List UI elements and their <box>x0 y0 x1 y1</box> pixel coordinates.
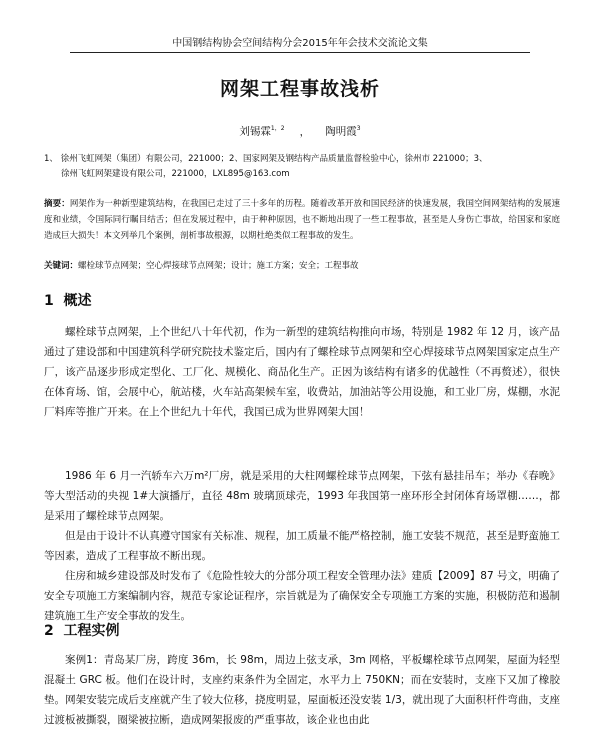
author-affiliation-mark: 1，2 <box>270 125 285 132</box>
affiliation-line: 1、 徐州飞虹网架（集团）有限公司，221000；2、国家网架及钢结构产品质量监督检验中心，徐州市 221000；3、 <box>44 154 488 164</box>
running-header: 中国钢结构协会空间结构分会2015年年会技术交流论文集 <box>70 34 530 53</box>
body-paragraph: 案例1：青岛某厂房，跨度 36m，长 98m，周边上弦支承，3m 网格，平板螺栓球节点网架，屋面为轻型混凝土 GRC 板。他们在设计时，支座约束条件为全固定，水平力上 750KN；而在安装时，支座下又加了橡胶垫。网架安装完成后支座就产生了较大位移，挠度明显，屋面板还没安装 1/3，就出现了大面积杆件弯曲，支座过渡板被撕裂，圈梁被拉断，造成网架报废的严重事故，该企业也由此 <box>44 654 560 726</box>
abstract-label: 摘要： <box>44 199 70 209</box>
section-heading <box>44 620 120 640</box>
author-name: 刘锡霖 <box>239 125 271 138</box>
abstract <box>44 196 560 244</box>
author-separator: ， <box>299 125 311 138</box>
section-heading <box>44 290 92 310</box>
paper-title: 网架工程事故浅析 <box>219 78 380 100</box>
author-line <box>0 123 600 139</box>
body-paragraph: 住房和城乡建设部及时发布了《危险性较大的分部分项工程安全管理办法》建质【2009】87 号文，明确了安全专项施工方案编制内容，规范专家论证程序，宗旨就是为了确保安全专项施工方案的实施，积极防范和遏制建筑施工生产安全事故的发生。 <box>44 570 560 622</box>
keywords <box>44 258 560 274</box>
body-paragraph: 1986 年 6 月一汽轿车六万m²厂房，就是采用的大柱网螺栓球节点网架，下弦有悬挂吊车；举办《春晚》等大型活动的央视 1#大演播厅，直径 48m 玻璃顶球壳，1993 年我国第一座环形全封闭体育场罩棚……，都是采用了螺栓球节点网架。 <box>44 470 560 522</box>
author-name: 陶明霞 <box>325 125 357 138</box>
section-number: 1 <box>44 293 54 309</box>
body-paragraph: 但是由于设计不认真遵守国家有关标准、规程，加工质量不能严格控制，施工安装不规范，甚至是野蛮施工等因素，造成了工程事故不断出现。 <box>44 530 560 562</box>
section-title: 工程实例 <box>63 623 120 639</box>
keywords-text: 螺栓球节点网架；空心焊接球节点网架；设计；施工方案；安全；工程事故 <box>78 261 359 271</box>
keywords-label: 关键词： <box>44 261 79 271</box>
affiliations <box>44 152 560 182</box>
section-number: 2 <box>44 623 54 639</box>
abstract-text: 网架作为一种新型建筑结构，在我国已走过了三十多年的历程。随着改革开放和国民经济的快速发展，我国空间网架结构的发展速度和业绩，令国际同行瞩目结舌；但在发展过程中，由于种种原因，也不断地出现了一些工程事故，甚至是人身伤亡事故，给国家和家庭造成巨大损失！本文列举几个案例，剖析事故根源，以期杜绝类似工程事故的发生。 <box>44 199 560 241</box>
body-paragraph: 螺栓球节点网架，上个世纪八十年代初，作为一新型的建筑结构推向市场，特别是 1982 年 12 月，该产品通过了建设部和中国建筑科学研究院技术鉴定后，国内有了螺栓球节点网架和空心焊接球节点网架国家定点生产厂，该产品逐步形成定型化、工厂化、规模化、商品化生产。正因为该结构有诸多的优越性（不再赘述），很快在体育场、馆，会展中心，航站楼，火车站高架候车室，收费站，加油站等公用设施，和工业厂房，煤棚，水泥厂料库等推广开来。在上个世纪九十年代，我国已成为世界网架大国！ <box>44 326 560 418</box>
section-title: 概述 <box>63 293 92 309</box>
author-affiliation-mark: 3 <box>356 125 361 132</box>
affiliation-line: 徐州飞虹网架建设有限公司，221000，LXL895@163.com <box>61 169 290 179</box>
